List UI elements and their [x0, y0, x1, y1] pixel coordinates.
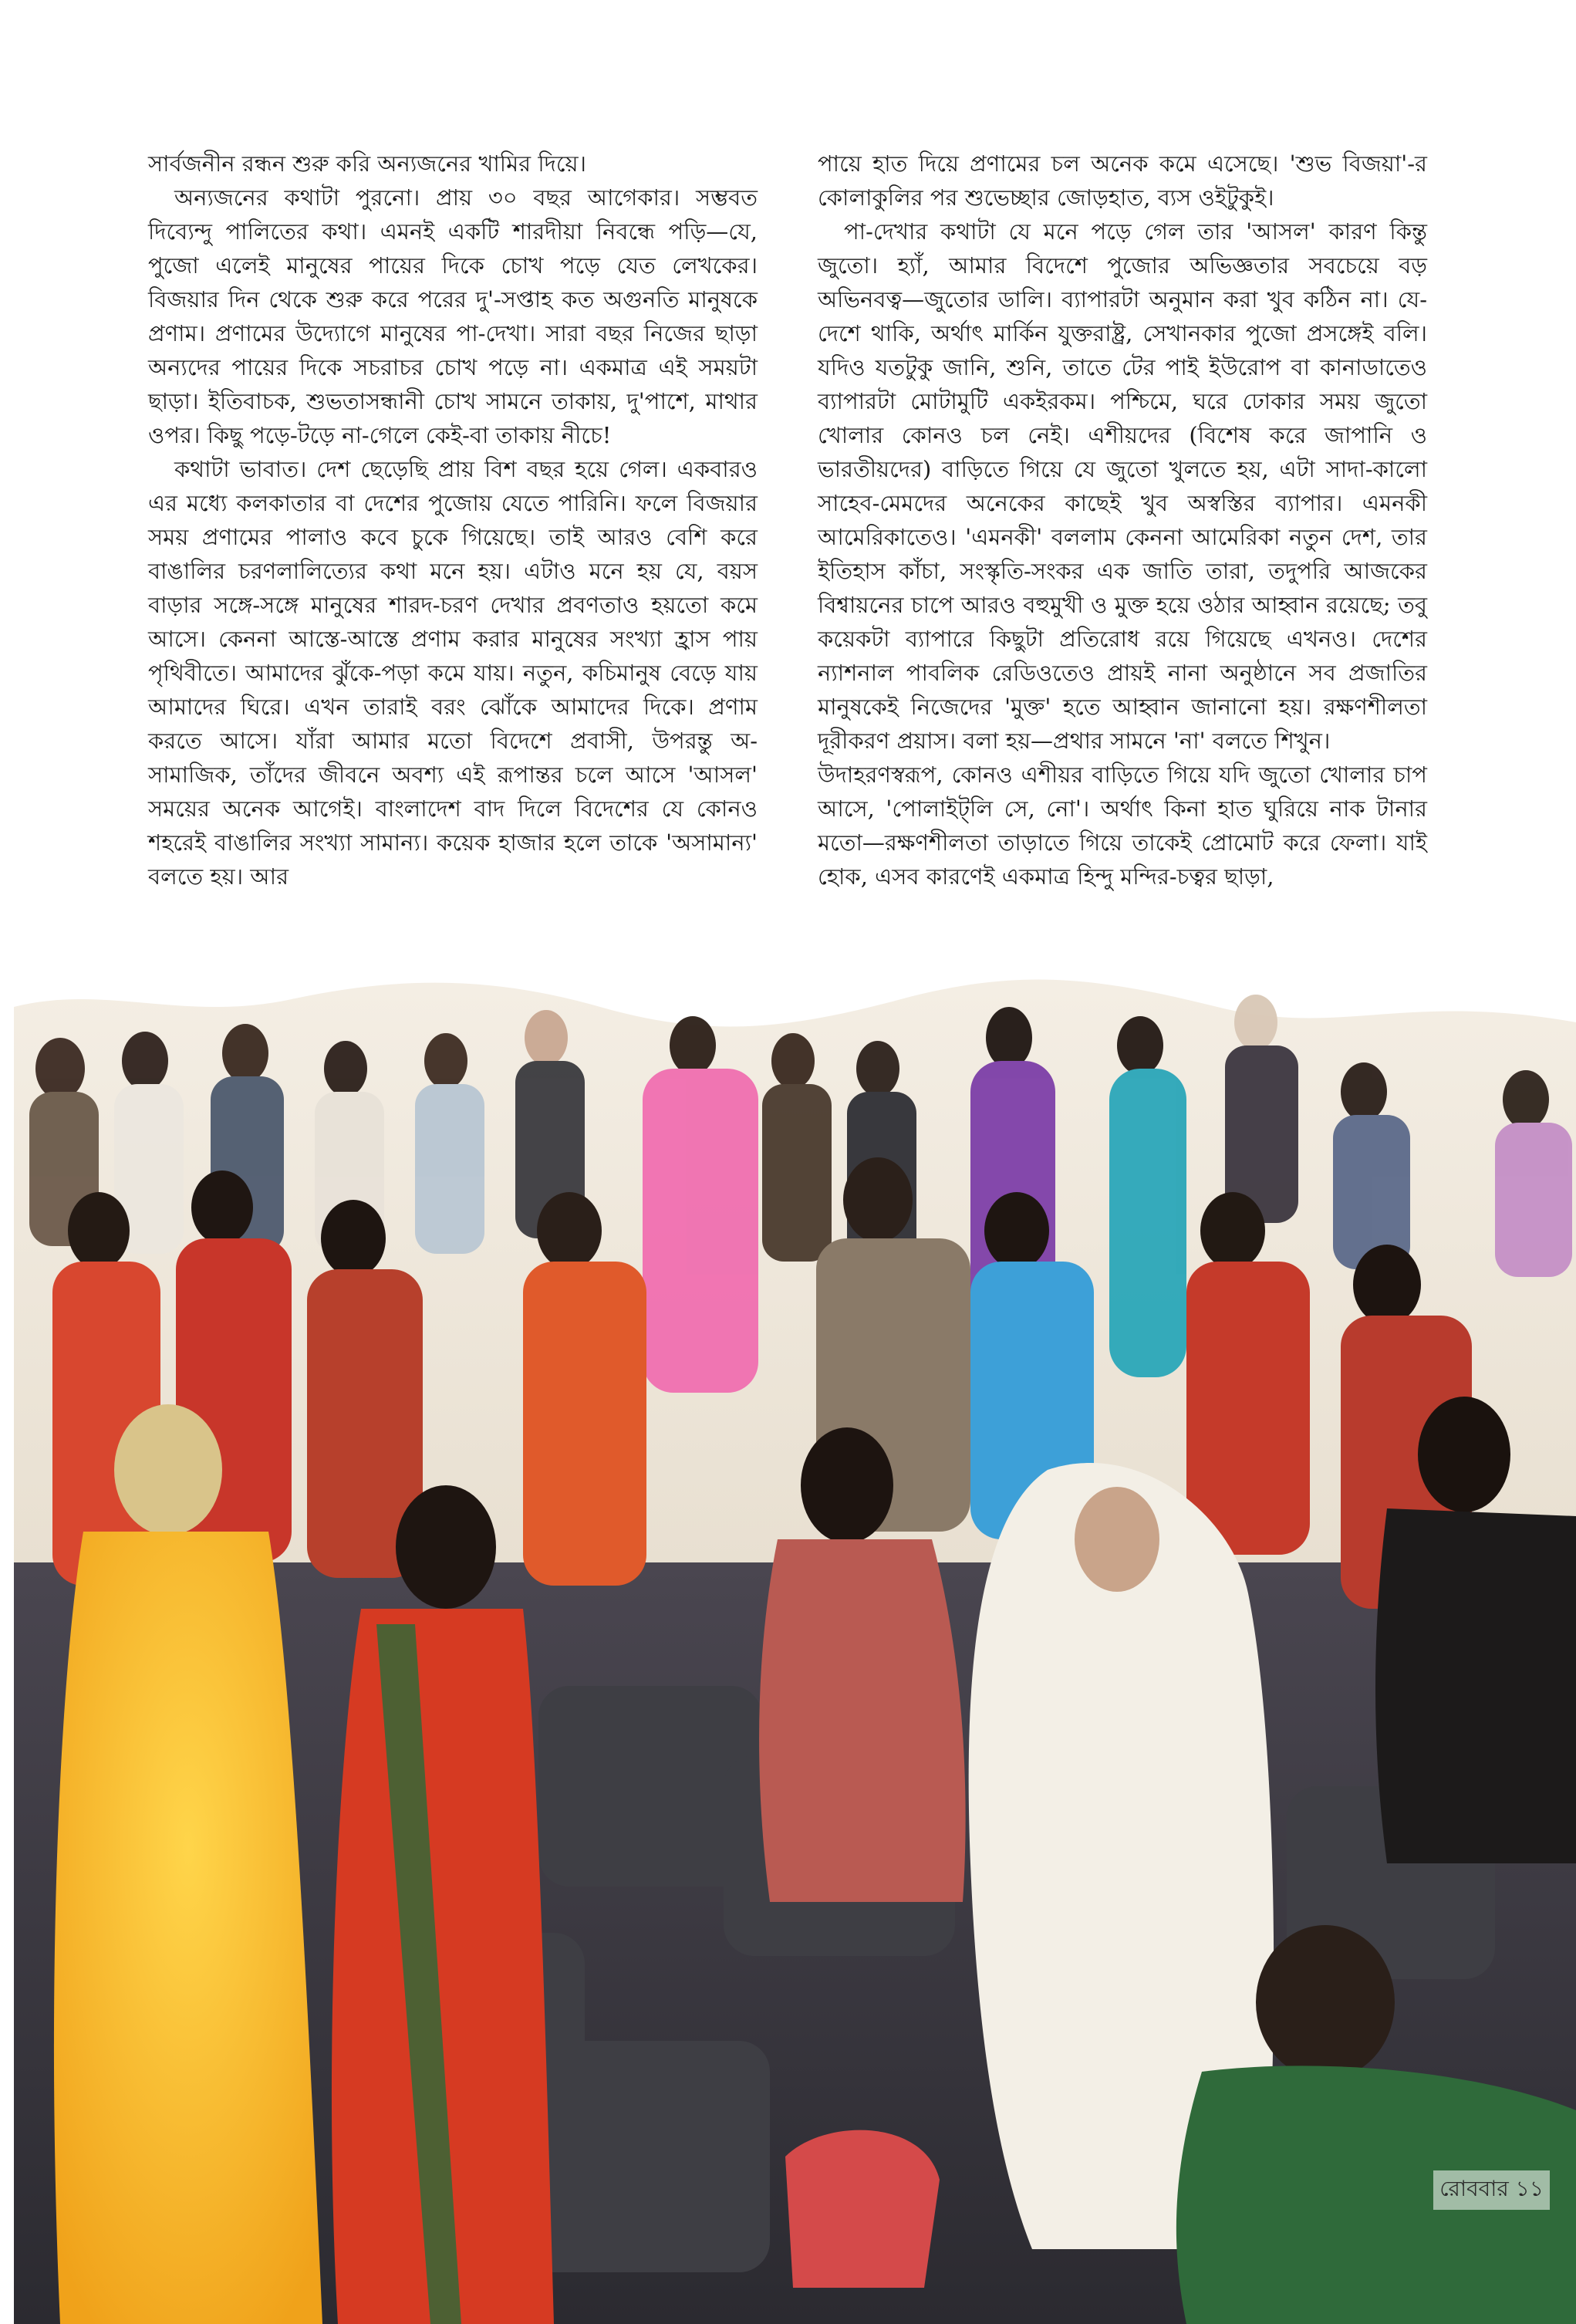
- paragraph: সার্বজনীন রন্ধন শুরু করি অন্যজনের খামির দিয়ে।: [148, 150, 586, 177]
- article-right-column: [818, 147, 1427, 893]
- crowd-photo: [14, 976, 1576, 2324]
- paragraph: পায়ে হাত দিয়ে প্রণামের চল অনেক কমে এসেছে। 'শুভ বিজয়া'-র কোলাকুলির পর শুভেচ্ছার জোড়হাত, ব্যস ওইটুকুই।: [818, 150, 1427, 211]
- paragraph: অন্যজনের কথাটা পুরনো। প্রায় ৩০ বছর আগেকার। সম্ভবত দিব্যেন্দু পালিতের কথা। এমনই একটি শারদীয়া নিবন্ধে পড়ি—যে, পুজো এলেই মানুষের পায়ের দিকে চোখ পড়ে যেত লেখকের। বিজয়ার দিন থেকে শুরু করে পরের দু'-সপ্তাহ কত অগুনতি মানুষকে প্রণাম। প্রণামের উদ্যোগে মানুষের পা-দেখা। সারা বছর নিজের ছাড়া অন্যদের পায়ের দিকে সচরাচর চোখ পড়ে না। একমাত্র এই সময়টা ছাড়া। ইতিবাচক, শুভতাসন্ধানী চোখ সামনে তাকায়, দু'পাশে, মাথার ওপর। কিছু পড়ে-টড়ে না-গেলে কেই-বা তাকায় নীচে!: [148, 184, 758, 448]
- page-folio: রোববার ১১: [1433, 2170, 1550, 2210]
- paragraph: কথাটা ভাবাত। দেশ ছেড়েছি প্রায় বিশ বছর হয়ে গেল। একবারও এর মধ্যে কলকাতার বা দেশের পুজোয় যেতে পারিনি। ফলে বিজয়ার সময় প্রণামের পালাও কবে চুকে গিয়েছে। তাই আরও বেশি করে বাঙালির চরণলালিত্যের কথা মনে হয়। এটাও মনে হয় যে, বয়স বাড়ার সঙ্গে-সঙ্গে মানুষের শারদ-চরণ দেখার প্রবণতাও হয়তো কমে আসে। কেননা আস্তে-আস্তে প্রণাম করার মানুষের সংখ্যা হ্রাস পায় পৃথিবীতে। আমাদের ঝুঁকে-পড়া কমে যায়। নতুন, কচিমানুষ বেড়ে যায় আমাদের ঘিরে। এখন তারাই বরং ঝোঁকে আমাদের দিকে। প্রণাম করতে আসে। যাঁরা আমার মতো বিদেশে প্রবাসী, উপরন্তু অ-সামাজিক, তাঁদের জীবনে অবশ্য এই রূপান্তর চলে আসে 'আসল' সময়ের অনেক আগেই। বাংলাদেশ বাদ দিলে বিদেশের যে কোনও শহরেই বাঙালির সংখ্যা সামান্য। কয়েক হাজার হলে তাকে 'অসামান্য' বলতে হয়। আর: [148, 456, 758, 890]
- article-left-column: [148, 147, 758, 893]
- paragraph: পা-দেখার কথাটা যে মনে পড়ে গেল তার 'আসল' কারণ কিন্তু জুতো। হ্যাঁ, আমার বিদেশে পুজোর অভিজ্ঞতার সবচেয়ে বড় অভিনবত্ব—জুতোর ডালি। ব্যাপারটা অনুমান করা খুব কঠিন না। যে-দেশে থাকি, অর্থাৎ মার্কিন যুক্তরাষ্ট্র, সেখানকার পুজো প্রসঙ্গেই বলি। যদিও যতটুকু জানি, শুনি, তাতে টের পাই ইউরোপ বা কানাডাতেও ব্যাপারটা মোটামুটি একইরকম। পশ্চিমে, ঘরে ঢোকার সময় জুতো খোলার কোনও চল নেই। এশীয়দের (বিশেষ করে জাপানি ও ভারতীয়দের) বাড়িতে গিয়ে যে জুতো খুলতে হয়, এটা সাদা-কালো সাহেব-মেমদের অনেকের কাছেই খুব অস্বস্তির ব্যাপার। এমনকী আমেরিকাতেও। 'এমনকী' বললাম কেননা আমেরিকা নতুন দেশ, তার ইতিহাস কাঁচা, সংস্কৃতি-সংকর এক জাতি তারা, তদুপরি আজকের বিশ্বায়নের চাপে আরও বহুমুখী ও মুক্ত হয়ে ওঠার আহ্বান রয়েছে; তবু কয়েকটা ব্যাপারে কিছুটা প্রতিরোধ রয়ে গিয়েছে এখনও। দেশের ন্যাশনাল পাবলিক রেডিওতেও প্রায়ই নানা অনুষ্ঠানে সব প্রজাতির মানুষকেই নিজেদের 'মুক্ত' হতে আহ্বান জানানো হয়। রক্ষণশীলতা দূরীকরণ প্রয়াস। বলা হয়—প্রথার সামনে 'না' বলতে শিখুন।: [818, 218, 1427, 754]
- paragraph: উদাহরণস্বরূপ, কোনও এশীয়র বাড়িতে গিয়ে যদি জুতো খোলার চাপ আসে, 'পোলাইট্‌লি সে, নো'। অর্থাৎ কিনা হাত ঘুরিয়ে নাক টানার মতো—রক্ষণশীলতা তাড়াতে গিয়ে তাকেই প্রোমোট করে ফেলা। যাই হোক, এসব কারণেই একমাত্র হিন্দু মন্দির-চত্বর ছাড়া,: [818, 762, 1427, 890]
